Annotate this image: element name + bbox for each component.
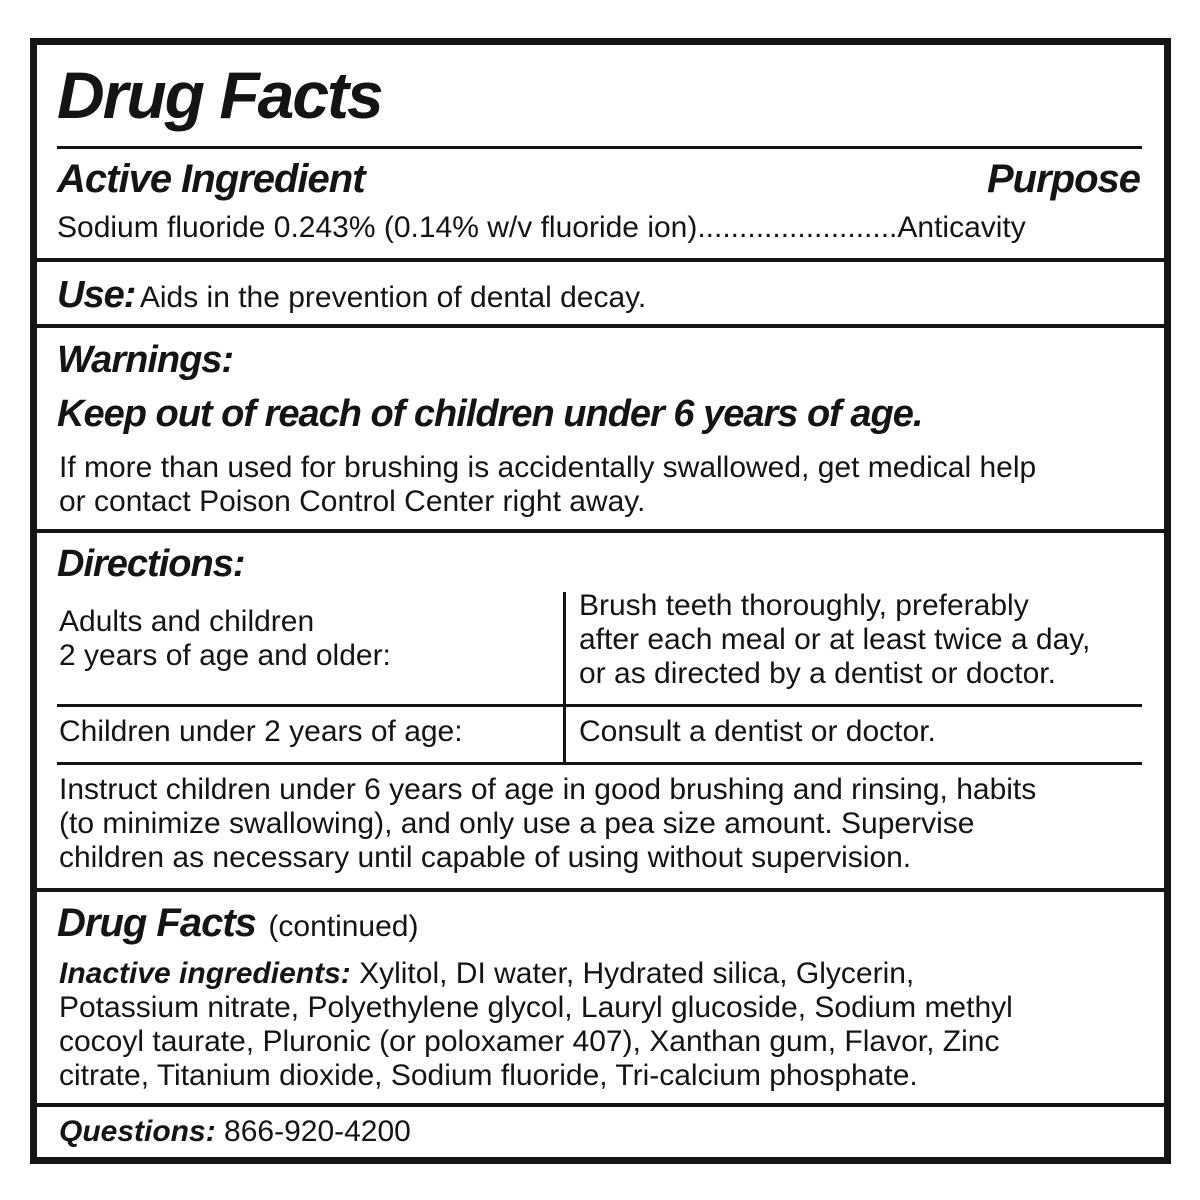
active-ingredient-text: Sodium fluoride 0.243% (0.14% w/v fluoride ion) — [57, 211, 698, 244]
directions-what-line: Consult a dentist or doctor. — [579, 715, 936, 748]
directions-what-line: or as directed by a dentist or doctor. — [579, 657, 1056, 690]
questions-phone: 866-920-4200 — [224, 1115, 411, 1148]
keep-out-warning: Keep out of reach of children under 6 years of age. — [57, 393, 923, 435]
directions-column-divider — [563, 592, 566, 765]
directions-row-divider — [57, 762, 1142, 765]
purpose-heading: Purpose — [986, 157, 1140, 201]
active-ingredient-heading: Active Ingredient — [57, 157, 365, 201]
directions-who-line: 2 years of age and older: — [59, 639, 391, 672]
section-divider — [37, 258, 1164, 262]
directions-note-line: (to minimize swallowing), and only use a pea size amount. Supervise — [59, 807, 975, 840]
directions-what-line: after each meal or at least twice a day, — [579, 623, 1091, 656]
questions-label: Questions: — [59, 1115, 216, 1148]
inactive-ingredients-line: citrate, Titanium dioxide, Sodium fluoride, Tri-calcium phosphate. — [59, 1059, 918, 1092]
purpose-text: Anticavity — [897, 211, 1026, 244]
directions-note-line: children as necessary until capable of using without supervision. — [59, 841, 912, 874]
directions-heading: Directions: — [57, 543, 245, 585]
inactive-ingredients-line: Potassium nitrate, Polyethylene glycol, Lauryl glucoside, Sodium methyl — [59, 991, 1013, 1024]
warning-text-line: or contact Poison Control Center right away. — [59, 485, 646, 518]
section-divider — [37, 1103, 1164, 1107]
page-title: Drug Facts — [57, 58, 382, 132]
directions-what-line: Brush teeth thoroughly, preferably — [579, 589, 1029, 622]
inactive-ingredients-line — [59, 957, 914, 991]
continued-heading-row — [57, 897, 418, 958]
section-divider — [37, 888, 1164, 892]
directions-who-line: Children under 2 years of age: — [59, 715, 463, 748]
section-divider — [37, 324, 1164, 328]
directions-note-line: Instruct children under 6 years of age in good brushing and rinsing, habits — [59, 773, 1037, 806]
inactive-ingredients-label: Inactive ingredients: — [59, 957, 351, 990]
questions-row — [59, 1115, 411, 1149]
continued-title: Drug Facts — [57, 901, 256, 945]
title-divider — [57, 146, 1142, 149]
active-ingredient-row — [57, 211, 1026, 245]
directions-who-line: Adults and children — [59, 605, 315, 638]
directions-row-divider — [57, 704, 1142, 707]
use-label: Use: — [57, 274, 136, 316]
inactive-ingredients-line: cocoyl taurate, Pluronic (or poloxamer 407), Xanthan gum, Flavor, Zinc — [59, 1025, 1000, 1058]
warnings-heading: Warnings: — [57, 339, 234, 381]
section-divider — [37, 529, 1164, 533]
dot-leader: ........................ — [697, 211, 898, 244]
use-text: Aids in the prevention of dental decay. — [139, 281, 647, 314]
use-row — [57, 273, 646, 325]
continued-suffix: (continued) — [268, 910, 419, 943]
warning-text-line: If more than used for brushing is accidentally swallowed, get medical help — [59, 451, 1037, 484]
inactive-ingredients-text: Xylitol, DI water, Hydrated silica, Glycerin, — [359, 957, 915, 990]
drug-facts-panel — [30, 38, 1171, 1164]
